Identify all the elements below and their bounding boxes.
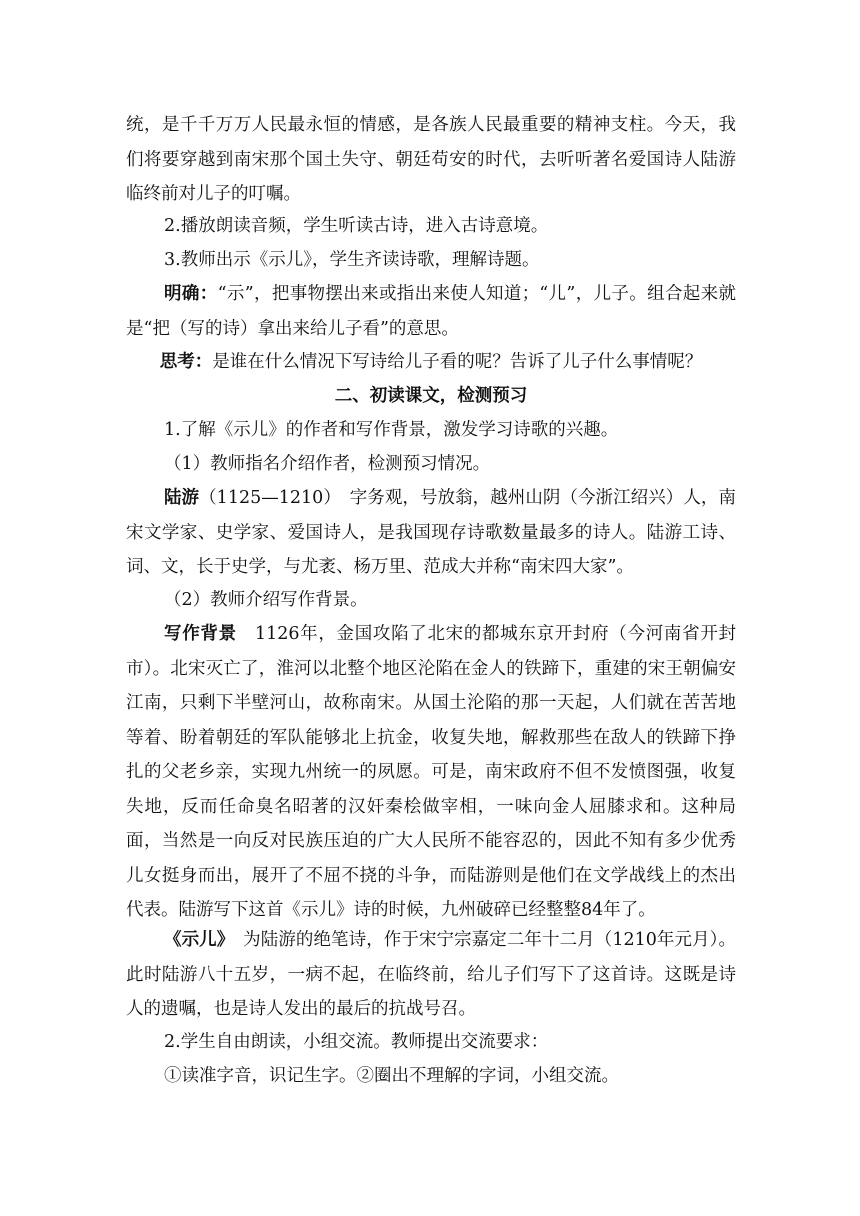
poem-text: 为陆游的绝笔诗，作于宋宁宗嘉定二年十二月（1210年元月）。此时陆游八十五岁，一病不起，在临终前，给儿子们写下了这首诗。这既是诗人的遗嘱，也是诗人发出的最后的抗战号召。 [126, 930, 736, 1019]
clarify-paragraph [126, 277, 736, 346]
poem-paragraph [126, 923, 736, 1027]
think-text: 是谁在什么情况下写诗给儿子看的呢？告诉了儿子什么事情呢？ [212, 352, 703, 372]
step-3-show-poem: 3.教师出示《示儿》，学生齐读诗歌，理解诗题。 [164, 250, 540, 270]
author-label: 陆游 [164, 488, 200, 508]
sub-1-introduce-author: （1）教师指名介绍作者，检测预习情况。 [164, 454, 491, 474]
author-paragraph [126, 481, 736, 585]
clarify-label: 明确： [164, 284, 218, 304]
discussion-requirements: ①读准字音，识记生字。②圈出不理解的字词，小组交流。 [164, 1066, 619, 1086]
section-2-heading: 二、初读课文，检测预习 [334, 386, 528, 406]
clarify-text: “示”，把事物摆出来或指出来使人知道；“儿”，儿子。组合起来就是“把（写的诗）拿出来给儿子看”的意思。 [126, 284, 736, 339]
step-2-play-audio: 2.播放朗读音频，学生听读古诗，进入古诗意境。 [164, 216, 549, 236]
item-2-free-reading: 2.学生自由朗读，小组交流。教师提出交流要求： [164, 1032, 549, 1052]
background-paragraph [126, 617, 736, 928]
poem-label: 《示儿》 [164, 930, 226, 950]
think-question [126, 345, 736, 380]
author-text: （1125—1210） 字务观，号放翁，越州山阴（今浙江绍兴）人，南宋文学家、史学家、爱国诗人，是我国现存诗歌数量最多的诗人。陆游工诗、词、文，长于史学，与尤袤、杨万里、范成大并称“南宋四大家”。 [126, 488, 736, 577]
background-label: 写作背景 [164, 624, 237, 644]
intro-paragraph: 统，是千千万万人民最永恒的情感，是各族人民最重要的精神支柱。今天，我们将要穿越到南宋那个国土失守、朝廷苟安的时代，去听听著名爱国诗人陆游临终前对儿子的叮嘱。 [126, 115, 736, 204]
think-label: 思考： [159, 352, 213, 372]
item-1-author-background: 1.了解《示儿》的作者和写作背景，激发学习诗歌的兴趣。 [164, 420, 619, 440]
background-text: 1126年，金国攻陷了北宋的都城东京开封府（今河南省开封市）。北宋灭亡了，淮河以北整个地区沦陷在金人的铁蹄下，重建的宋王朝偏安江南，只剩下半壁河山，故称南宋。从国土沦陷的那一天起，人们就在苦苦地等着、盼着朝廷的军队能够北上抗金，收复失地，解救那些在敌人的铁蹄下挣扎的父老乡亲，实现九州统一的夙愿。可是，南宋政府不但不发愤图强，收复失地，反而任命臭名昭著的汉奸秦桧做宰相，一味向金人屈膝求和。这种局面，当然是一向反对民族压迫的广大人民所不能容忍的，因此不知有多少优秀儿女挺身而出，展开了不屈不挠的斗争，而陆游则是他们在文学战线上的杰出代表。陆游写下这首《示儿》诗的时候，九州破碎已经整整84年了。 [126, 624, 737, 920]
sub-2-introduce-background: （2）教师介绍写作背景。 [164, 590, 368, 610]
